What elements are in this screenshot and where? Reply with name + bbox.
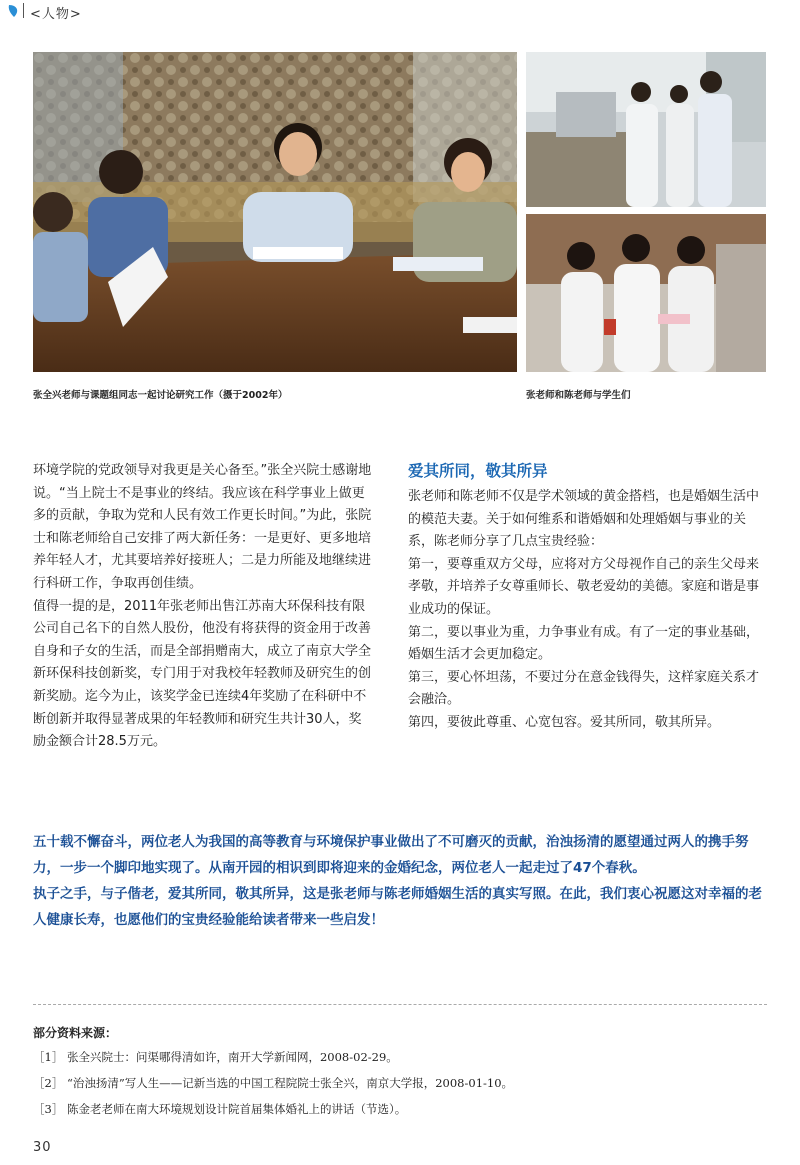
header-divider xyxy=(23,3,24,18)
paragraph: 第三，要心怀坦荡，不要过分在意金钱得失，这样家庭关系才会融洽。 xyxy=(408,669,760,708)
paragraph: 值得一提的是，2011年张老师出售江苏南大环保科技有限公司自己名下的自然人股份，他没有将获得的资金用于改善自身和子女的生活，而是全部捐赠南大，成立了南京大学全新环保科技创新奖，专门用于对我校年轻教师及研究生的创新奖励。迄今为止，该奖学金已连续4年奖励了在科研中不断创新并取得显著成果的年轻教师和研究生共计30人，奖励金额合计28.5万元。 xyxy=(33,598,372,750)
right-column xyxy=(408,486,768,735)
conclusion-paragraph: 五十载不懈奋斗，两位老人为我国的高等教育与环境保护事业做出了不可磨灭的贡献，治浊扬清的愿望通过两人的携手努力，一步一个脚印地实现了。从南开园的相识到即将迎来的金婚纪念，两位老人一起走过了47个春秋。 xyxy=(33,834,749,876)
section-title: 爱其所同，敬其所异 xyxy=(408,462,548,480)
paragraph: 第一，要尊重双方父母，应将对方父母视作自己的亲生父母来孝敬，并培养子女尊重师长、敬老爱幼的美德。家庭和谐是事业成功的保证。 xyxy=(408,556,760,617)
main-photo xyxy=(33,52,517,372)
paragraph: 环境学院的党政领导对我更是关心备至。”张全兴院士感谢地说。“当上院士不是事业的终结。我应该在科学事业上做更多的贡献，争取为党和人民有效工作更长时间。”为此，张院士和陈老师给自己安排了两大新任务：一是更好、更多地培养年轻人才，尤其要培养好接班人；二是力所能及地继续进行科研工作，争取再创佳绩。 xyxy=(33,463,372,591)
main-photo-caption: 张全兴老师与课题组同志一起讨论研究工作（摄于2002年） xyxy=(33,390,288,401)
reference-item: ［3］ 陈金老老师在南大环境规划设计院首届集体婚礼上的讲话（节选）。 xyxy=(33,1102,407,1116)
reference-item: ［1］ 张全兴院士：问渠哪得清如许，南开大学新闻网，2008-02-29。 xyxy=(33,1050,398,1064)
section-tag: <人物> xyxy=(30,7,82,22)
lab-photo-bottom xyxy=(526,214,766,372)
paragraph: 张老师和陈老师不仅是学术领域的黄金搭档，也是婚姻生活中的模范夫妻。关于如何维系和谐婚姻和处理婚姻与事业的关系，陈老师分享了几点宝贵经验： xyxy=(408,489,760,550)
side-photo-caption: 张老师和陈老师与学生们 xyxy=(526,390,631,401)
paragraph: 第二，要以事业为重，力争事业有成。有了一定的事业基础，婚姻生活才会更加稳定。 xyxy=(408,624,760,663)
reference-item: ［2］ “治浊扬清”写人生——记新当选的中国工程院院士张全兴，南京大学报，2008-01-10。 xyxy=(33,1076,514,1090)
page-number: 30 xyxy=(33,1140,52,1155)
conclusion xyxy=(33,829,773,933)
lab-photo-top xyxy=(526,52,766,207)
left-column xyxy=(33,460,373,754)
leaf-logo-icon xyxy=(8,3,20,17)
dashed-divider xyxy=(33,1004,767,1005)
paragraph: 第四，要彼此尊重、心宽包容。爱其所同，敬其所异。 xyxy=(408,714,721,730)
conclusion-paragraph: 执子之手，与子偕老，爱其所同，敬其所异，这是张老师与陈老师婚姻生活的真实写照。在此，我们衷心祝愿这对幸福的老人健康长寿，也愿他们的宝贵经验能给读者带来一些启发！ xyxy=(33,886,762,928)
references-title: 部分资料来源： xyxy=(33,1026,118,1040)
